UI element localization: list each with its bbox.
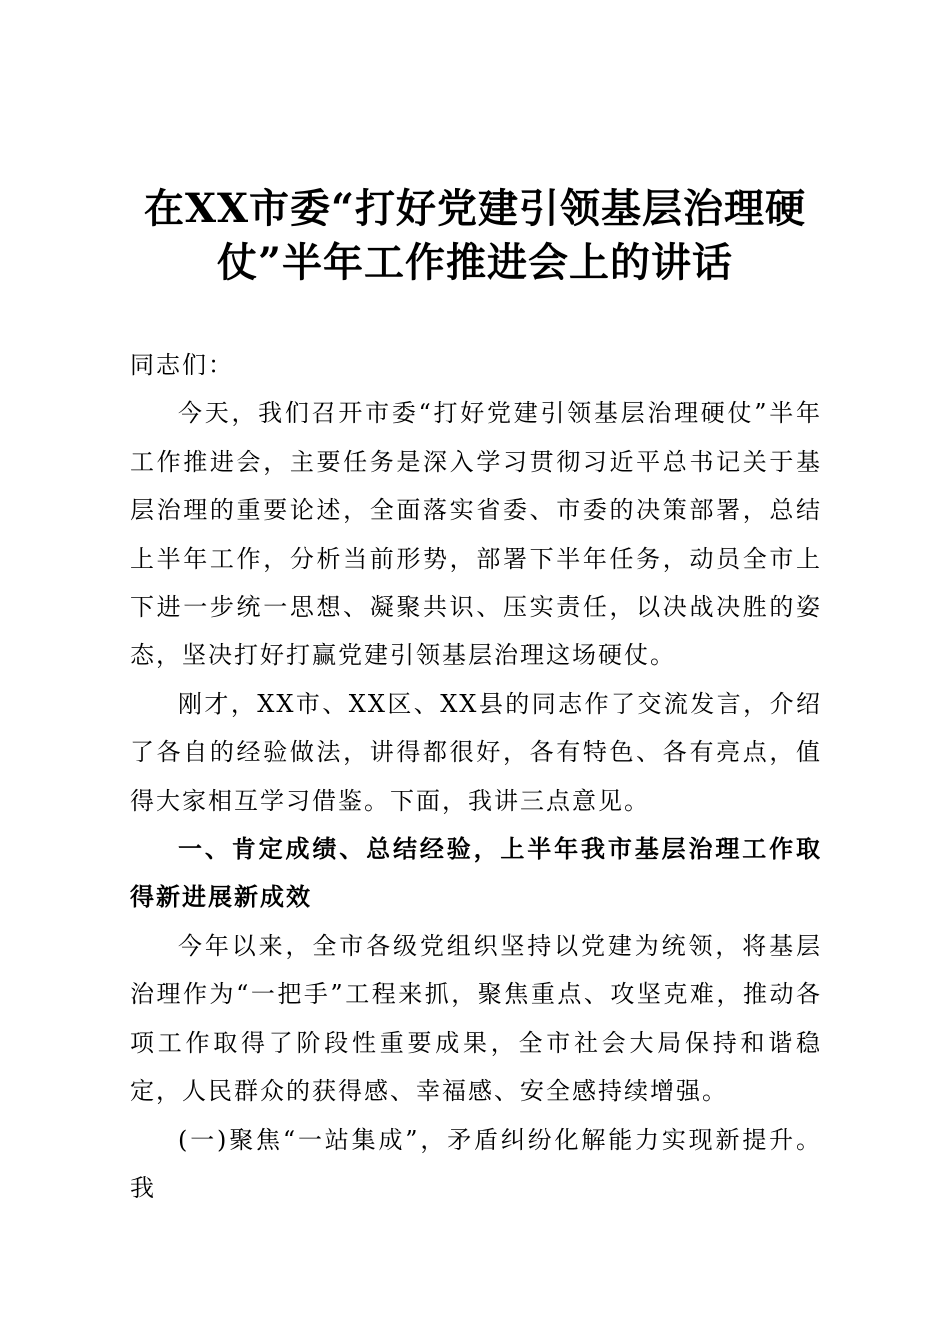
paragraph-achievements: 今年以来，全市各级党组织坚持以党建为统领，将基层治理作为“一把手”工程来抓，聚焦重点、攻坚克难，推动各项工作取得了阶段性重要成果，全市社会大局保持和谐稳定，人民群众的获得感、幸福感、安全感持续增强。 [130, 931, 822, 1106]
document-body [130, 341, 822, 1212]
salutation: 同志们： [130, 351, 234, 379]
paragraph-subsection-1: (一)聚焦“一站集成”，矛盾纠纷化解能力实现新提升。我 [130, 1125, 822, 1202]
paragraph-intro: 今天，我们召开市委“打好党建引领基层治理硬仗”半年工作推进会，主要任务是深入学习贯彻习近平总书记关于基层治理的重要论述，全面落实省委、市委的决策部署，总结上半年工作，分析当前形势，部署下半年任务，动员全市上下进一步统一思想、凝聚共识、压实责任，以决战决胜的姿态，坚决打好打赢党建引领基层治理这场硬仗。 [130, 399, 822, 670]
title-line-2: 仗”半年工作推进会上的讲话 [216, 239, 733, 286]
document-title [110, 182, 840, 290]
paragraph-exchange: 刚才，XX市、XX区、XX县的同志作了交流发言，介绍了各自的经验做法，讲得都很好，各有特色、各有亮点，值得大家相互学习借鉴。下面，我讲三点意见。 [130, 689, 822, 815]
section-heading-1: 一、肯定成绩、总结经验，上半年我市基层治理工作取得新进展新成效 [130, 834, 822, 912]
title-line-1: 在XX市委“打好党建引领基层治理硬 [143, 185, 807, 232]
